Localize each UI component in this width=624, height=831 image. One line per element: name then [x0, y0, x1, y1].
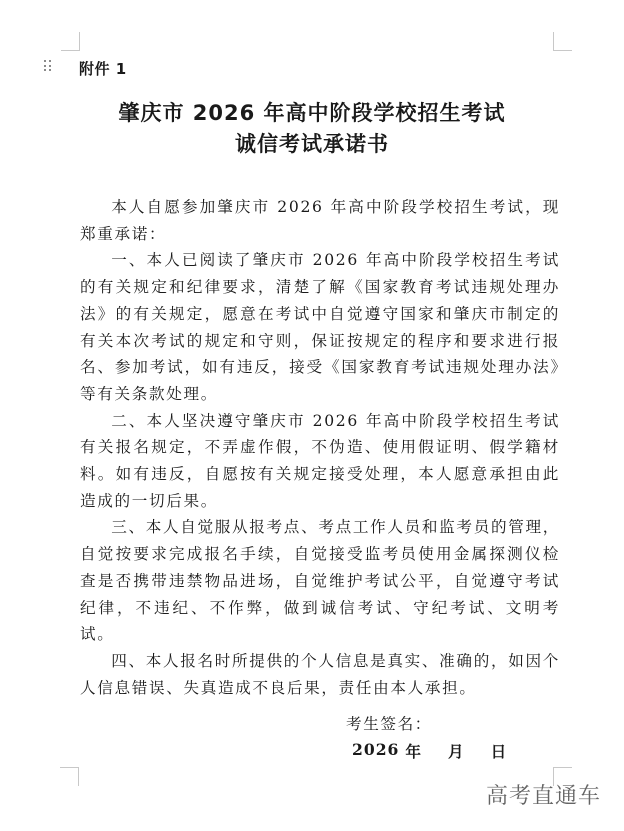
signature-label: 考生签名： [346, 715, 432, 733]
date-month-unit: 月 [448, 742, 465, 761]
document-body [80, 194, 560, 701]
page-corner-mark-bottom-left [60, 767, 79, 786]
date-line [352, 740, 507, 762]
date-year-unit: 年 [405, 742, 423, 761]
page-corner-mark-top-right [553, 32, 572, 51]
paragraph-intro: 本人自愿参加肇庆市 2026 年高中阶段学校招生考试，现郑重承诺： [80, 198, 560, 243]
date-month-blank [422, 740, 448, 762]
document-title-line-2: 诚信考试承诺书 [235, 132, 389, 156]
drag-dot [44, 60, 46, 62]
paragraph-commitment-1: 一、本人已阅读了肇庆市 2026 年高中阶段学校招生考试的有关规定和纪律要求，清楚了解《国家教育考试违规处理办法》的有关规定，愿意在考试中自觉遵守国家和肇庆市制定的有关本次考试的规定和守则，保证按规定的程序和要求进行报名、参加考试，如有违反，接受《国家教育考试违规处理办法》等有关条款处理。 [80, 251, 560, 403]
date-year: 2026 [352, 740, 400, 759]
date-day-unit: 日 [490, 742, 508, 761]
paragraph-commitment-3: 三、本人自觉服从报考点、考点工作人员和监考员的管理，自觉按要求完成报名手续，自觉接受监考员使用金属探测仪检查是否携带违禁物品进场，自觉维护考试公平，自觉遵守考试纪律，不违纪、不作弊，做到诚信考试、守纪考试、文明考试。 [80, 518, 560, 644]
paragraph-commitment-2: 二、本人坚决遵守肇庆市 2026 年高中阶段学校招生考试有关报名规定，不弄虚作假，不伪造、使用假证明、假学籍材料。如有违反，自愿按有关规定接受处理，本人愿意承担由此造成的一切后果。 [80, 411, 560, 510]
drag-dot [49, 69, 51, 71]
drag-dot [44, 65, 46, 67]
drag-dot [49, 60, 51, 62]
date-day-blank [465, 740, 491, 762]
drag-dot [49, 65, 51, 67]
drag-dot [44, 69, 46, 71]
page-corner-mark-top-left [61, 32, 80, 51]
attachment-label: 附件 1 [79, 60, 127, 78]
paragraph-commitment-4: 四、本人报名时所提供的个人信息是真实、准确的，如因个人信息错误、失真造成不良后果，责任由本人承担。 [80, 651, 560, 697]
document-title-line-1: 肇庆市 2026 年高中阶段学校招生考试 [118, 101, 506, 125]
watermark: 高考直通车 [486, 784, 602, 809]
drag-handle-icon[interactable] [44, 60, 52, 72]
